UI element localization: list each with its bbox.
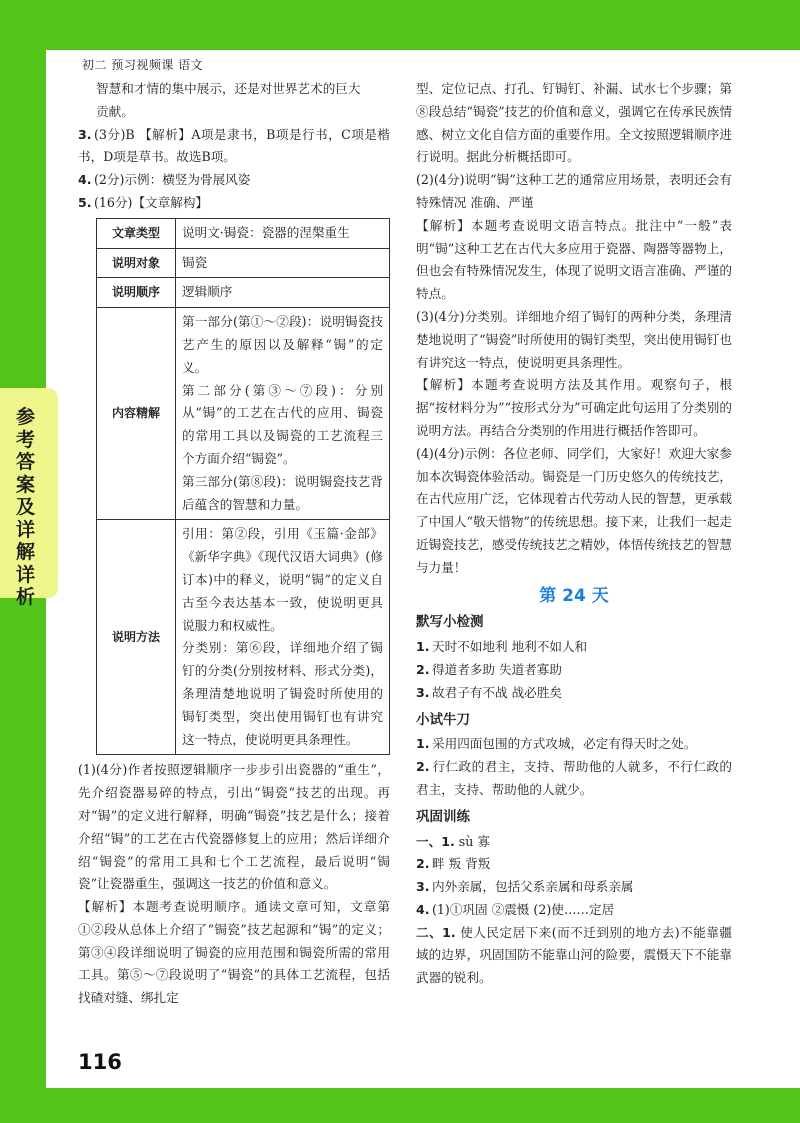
left-column xyxy=(78,78,390,1010)
content-part-2: 第二部分(第③～⑦段)：分别从“锔”的工艺在古代的应用、锔瓷的常用工具以及锔瓷的工艺流程三个方面介绍“锔瓷”。 xyxy=(182,382,383,466)
q4-answer: (2分)示例：横竖为骨展风姿 xyxy=(94,172,251,188)
q4-number: 4. xyxy=(78,172,92,188)
method-quote: 引用：第②段，引用《玉篇·金部》《新华字典》《现代汉语大词典》(修订本)中的释义，说明“锔”的定义自古至今表达基本一致，使说明更具说服力和权威性。 xyxy=(182,526,383,633)
list-item: 采用四面包围的方式攻城，必定有得天时之处。 xyxy=(432,736,697,752)
item-number: 2. xyxy=(416,661,430,677)
list-item: 内外亲属，包括父系亲属和母系亲属 xyxy=(432,879,634,895)
q5-number: 5. xyxy=(78,194,92,210)
list-item: 故君子有不战 战必胜矣 xyxy=(432,684,562,700)
answer-2: (2)(4分)说明“锔”这种工艺的通常应用场景，表明还会有特殊情况 准确、严谨 xyxy=(416,172,732,210)
table-row xyxy=(97,218,390,248)
list-item: 得道者多助 失道者寡助 xyxy=(432,661,562,677)
list-item: 行仁政的君主，支持、帮助他的人就多，不行仁政的君主，支持、帮助他的人就少。 xyxy=(416,759,732,797)
section-title-practice: 小试牛刀 xyxy=(416,711,470,728)
intro-line-2: 贡献。 xyxy=(96,103,134,119)
table-value: 逻辑顺序 xyxy=(176,278,390,308)
answer-1: (1)(4分)作者按照逻辑顺序一步步引出瓷器的“重生”，先介绍瓷器易碎的特点，引出“锔瓷”技艺的出现。再对“锔”的定义进行解释，明确“锔瓷”技艺是什么；接着介绍“锔”的工艺在古代瓷器修复上的应用；然后详细介绍“锔瓷”的常用工具和七个工艺流程，最后说明“锔瓷”让瓷器重生，强调这一技艺的价值和意义。 xyxy=(78,762,390,892)
item-number: 4. xyxy=(416,901,430,917)
item-number: 3. xyxy=(416,684,430,700)
content-part-3: 第三部分(第⑧段)：说明锔瓷技艺背后蕴含的智慧和力量。 xyxy=(182,473,383,512)
table-value: 锔瓷 xyxy=(176,248,390,278)
method-classify: 分类别：第⑥段，详细地介绍了锔钉的分类(分别按材料、形式分类)，条理清楚地说明了锔瓷时所使用的锔钉类型，突出使用锔钉也有讲究这一特点，使说明更具条理性。 xyxy=(182,640,383,747)
q5-heading: (16分)【文章解构】 xyxy=(94,194,209,210)
q3-number: 3. xyxy=(78,126,92,142)
answer-1-analysis: 【解析】本题考查说明顺序。通读文章可知，文章第①②段从总体上介绍了“锔瓷”技艺起源和“锔”的定义；第③④段详细说明了锔瓷的应用范围和锔瓷所需的常用工具。第⑤～⑦段说明了“锔瓷”的具体工艺流程，包括找碴对缝、绑扎定 xyxy=(78,899,390,1006)
answer-4: (4)(4分)示例：各位老师、同学们，大家好！欢迎大家参加本次锔瓷体验活动。锔瓷是一门历史悠久的传统技艺，在古代应用广泛，它体现着古代劳动人民的智慧，更承载了中国人“敬天惜物”的传统思想。接下来，让我们一起走近锔瓷技艺，感受传统技艺之精妙，体悟传统技艺的智慧与力量！ xyxy=(416,445,732,575)
section-title-consolidation: 巩固训练 xyxy=(416,808,470,825)
item-number: 一、1. xyxy=(416,833,455,849)
day-title: 第 24 天 xyxy=(539,585,609,606)
answer-key-tab xyxy=(0,388,58,608)
table-key: 说明顺序 xyxy=(97,278,176,308)
answer-3: (3)(4分)分类别。详细地介绍了锔钉的两种分类，条理清楚地说明了“锔瓷”时所使用的锔钉类型，突出使用锔钉也有讲究这一特点，使说明更具条理性。 xyxy=(416,308,732,370)
page-frame-top xyxy=(0,0,800,50)
page-number: 116 xyxy=(78,1050,122,1074)
list-item: 畔 叛 背叛 xyxy=(432,856,491,872)
table-value xyxy=(176,520,390,755)
item-number: 1. xyxy=(416,736,430,752)
running-header: 初二 预习视频课 语文 xyxy=(82,58,204,72)
section-title-dictation: 默写小检测 xyxy=(416,614,484,631)
answer-1-analysis-cont: 型、定位记点、打孔、钉锔钉、补漏、试水七个步骤；第⑧段总结“锔瓷”技艺的价值和意义，强调它在传承民族情感、树立文化自信方面的重要作用。全文按照逻辑顺序进行说明。据此分析概括即可。 xyxy=(416,81,732,165)
table-row xyxy=(97,308,390,520)
item-number: 二、1. xyxy=(416,924,456,940)
article-structure-table xyxy=(96,218,390,756)
content-part-1: 第一部分(第①～②段)：说明锔瓷技艺产生的原因以及解释“锔”的定义。 xyxy=(182,314,383,375)
answer-3-analysis: 【解析】本题考查说明方法及其作用。观察句子，根据“按材料分为”“按形式分为”可确定此句运用了分类别的说明方法。再结合分类别的作用进行概括作答即可。 xyxy=(416,377,732,438)
item-number: 1. xyxy=(416,639,430,655)
answer-key-tab-label: 参考答案及详解详析 xyxy=(16,406,36,608)
list-item: sù 寡 xyxy=(458,833,490,849)
table-key: 说明方法 xyxy=(97,520,176,755)
table-row xyxy=(97,520,390,755)
list-item: 天时不如地利 地利不如人和 xyxy=(432,639,588,655)
table-key: 说明对象 xyxy=(97,248,176,278)
list-item: (1)①巩固 ②震慑 (2)使……定居 xyxy=(432,901,615,917)
answer-2-analysis: 【解析】本题考查说明文语言特点。批注中“一般”表明“锔”这种工艺在古代大多应用于瓷器、陶器等器物上，但也会有特殊情况发生，体现了说明文语言准确、严谨的特点。 xyxy=(416,217,732,302)
table-value: 说明文·锔瓷：瓷器的涅槃重生 xyxy=(176,218,390,248)
page-frame-bottom xyxy=(0,1088,800,1123)
right-column xyxy=(416,78,732,990)
list-item: 使人民定居下来(而不迁到别的地方去)不能靠疆域的边界，巩固国防不能靠山河的险要，震慑天下不能靠武器的锐利。 xyxy=(416,924,732,986)
q3-answer: (3分)B 【解析】A项是隶书，B项是行书，C项是楷书，D项是草书。故选B项。 xyxy=(78,126,390,165)
table-value xyxy=(176,308,390,520)
item-number: 3. xyxy=(416,879,430,895)
table-row xyxy=(97,248,390,278)
table-key: 内容精解 xyxy=(97,308,176,520)
intro-line-1: 智慧和才情的集中展示，还是对世界艺术的巨大 xyxy=(96,81,361,96)
table-key: 文章类型 xyxy=(97,218,176,248)
table-row xyxy=(97,278,390,308)
item-number: 2. xyxy=(416,759,430,775)
item-number: 2. xyxy=(416,856,430,872)
